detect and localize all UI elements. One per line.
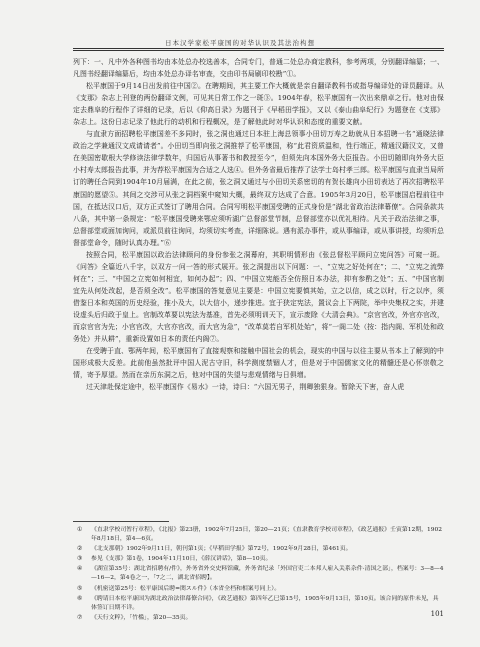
paragraph: 松平康国于9月14日出发前往中国②。在聘期间，其主要工作大概就是亲自翻译教科书或指导编译处的译员翻译。从《支那》杂志上刊登的两份翻译文例，可见其日常工作之一斑③。1904年春，松平康国有一次出来鼎卓之行。他对由保定去鼎阜的行程作了详细的记录，后以《仰高日录》为题刊于《早稻田学报》，又以《泰山曲阜纪行》为题登在《支那》杂志上。这份日志记录了他此行的动机和行程概况，是了解他此时对华认识和态度的重要文献。 [73, 82, 444, 127]
footnote-text: 《机密送第25号：松平康国后聘=関スル件》（本省全档和相案号同上）。 [91, 585, 281, 592]
paragraph: 与直隶方面招聘松平康国差不多同时，张之洞也通过日本驻上海总领事小田切万寿之助就从日本招聘一名“通晓法律政治之学兼通汉文成请请者”。小田切当即向张之洞推荐了松平康国，称“此君资质温和，性行端正，精通汉籍汉文，又曾在美国密歇根大学修读法律学数年，归国后从事著书和教授至今”，但须先向本国外务大臣报告。小田切随即向外务大臣小村寿太郎报告此事，并为荐松平康国为合适之人选④。但外务省最后推荐了法学士岛村孝三郎。松平康国与直隶当局所订的聘任合同到1904年10月届满，在此之前，张之洞又通过与小田切关系密切的有贺长雄向小田切表达了再次招聘松平康国的愿望⑤。其间之交涉可从张之洞档案中窥知大概，最终双方达成了合意。1905年3月20日，松平康国启程前往中国，在抵达汉口后，双方正式签订了聘用合同。合同写明松平康国受聘的正式身份是“湖北省政治法律幕僚”。合同条款共八条，其中第一条规定：“松平康国受聘来鄂应须听湖广总督部堂节制，总督部堂亦以优礼相待。凡关于政治法律之事，总督部堂或面加询问，或派员前往询问，均须切实考查，详细陈说。遇有派办事件，或从事编译，或从事讲授，均须听总督部堂命令，随时认真办理。”⑥ [73, 130, 444, 247]
paragraph: 在受聘于直、鄂两年间，松平康国有了直接观察和接触中国社会的机会，现实的中国与以往主要从书本上了解到的中国形成极大反差。此前他虽然批评中国人泥古守旧，科学测度禁锢人才，但是对于中国儒家文化的精髓还是心怀崇敬之情，寄予厚望。然而在亲历东洞之后，他对中国的失望与悲观情绪与日俱增。 [73, 347, 444, 380]
footnote-text: 《聘请日本松平康国为湖北政治法律幕僚合同》，《政艺通报》第四年乙巳第15号，1905年9月13日，第10页。该合同的原件未见，具体签订日期不详。 [91, 595, 439, 611]
footnote-divider [73, 521, 169, 522]
footnote [73, 614, 444, 623]
footnote-text: 《天行文粹》，「竹槛」，第20—35页。 [91, 614, 192, 621]
footnote-text: 《湖宣第35号：湖北省招聘有/件》，外务省外交史料馆藏，外务省纪录「外国官吏二本邦人雇入关系杂件·清国之部」，档案号：3—8—4—16—2，第4卷之一，「7之二，湖北省招聘】。 [91, 566, 444, 582]
footnote-text: 参见《支那》第1卷，1904年11月10日，《薛汉讲话》，第8—10页。 [91, 556, 272, 563]
footnote-number: ⑦ [77, 614, 83, 621]
footnote-number: ② [77, 546, 83, 553]
header-rule-secondary [73, 50, 444, 51]
footnote [73, 565, 444, 583]
page-number: 101 [430, 610, 444, 618]
footnote-text: 《北支那朝》1902年9月11日，朝刊第1页；《早稻田学报》第72号，1902年9月28日，第461页。 [91, 546, 352, 553]
footnote-number: ③ [77, 556, 83, 563]
footnote-number: ⑥ [77, 595, 83, 602]
footnote-number: ⑤ [77, 585, 83, 592]
footnote-text: 《直隶学校司暂行章程》，《北报》第23册，1902年7月25日，第20—21页；《直隶教育学校司章程》，《政艺通报》壬寅第12期，1902年8月18日，第4—6页。 [91, 527, 442, 543]
footnote-number: ① [77, 527, 83, 533]
footnote [73, 545, 444, 554]
footnote [73, 595, 444, 613]
header-rule [73, 48, 444, 49]
footnote [73, 526, 444, 544]
paragraph: 列下：一、凡中外各种图书均由本处总办校选善本，合同专门，普通二处总办商定教科，参考两项，分别翻译编纂；一、凡图书经翻译编纂后，均由本处总办译名审查，交由印书局刷印校勘”①。 [73, 58, 444, 79]
paragraph: 过天津赴保定途中，松平康国作《易水》一诗，诗曰：“六国无男子，荆卿独狠身。暂除天下害，奋人虎 [86, 383, 405, 392]
footnote-number: ④ [77, 566, 83, 573]
paragraph: 按照合同，松平康国以政治法律顾问的身份参张之洞幕府，其职明情形由《张总督松平顾问立宪问答》可窥一斑。《问答》全篇近八千字，以双方一问一答的形式展开。张之洞提出以下问题：一、“立宪之好处何在”；二、“立宪之流弊何在”；三、“中国之立宪如何相宜，如何办起”；四、“中国立宪能否全仿照日本办法，抑有参酌之处”；五、“中国官制宜先从何处改起，是否须全改”。松平康国的答复意见主要是：中国立宪要慎其始，立之以信，成之以时，行之以序，须借鉴日本和英国的历史经验，推小及大，以大信小，递步推进。宜于狭定宪法，置议会上下两院，举中央集权之实，并建设虚头后归政于皇上。官制改革要以宪法为基准，首先必须明训天下，宣示废除《大清会典》。“京官官改，外官亦官改，而京官官为先；小官官改，大官亦官改，而大官为急”，“改革莫若自军机处始”，将“一阁二处（按：指内阁、军机处和政务处）并从耕”，重新设置如日本的责任内阁⑦。 [73, 250, 445, 344]
footnotes [73, 526, 444, 624]
running-header: 日本汉学家松平康国的对华认识及其法治构想 [165, 39, 315, 47]
footnote [73, 585, 444, 594]
footnote [73, 555, 444, 564]
body-text [73, 56, 444, 393]
